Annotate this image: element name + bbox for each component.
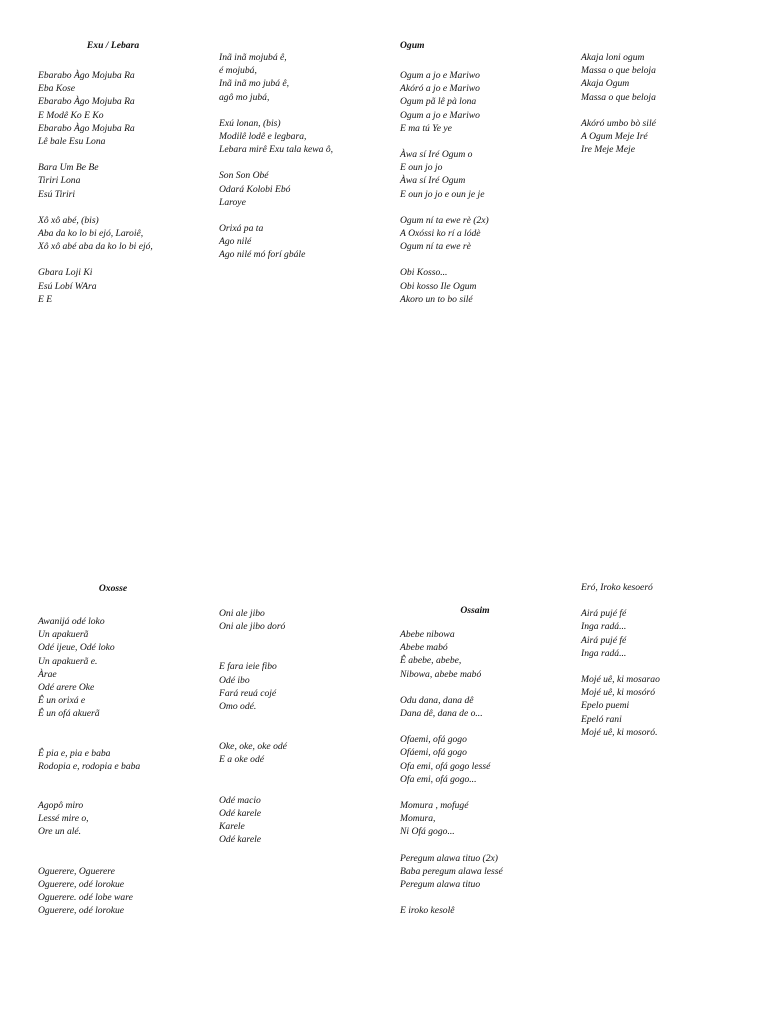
lyric-line: Peregum alawa tituo (2x) [400,852,498,864]
lyric-line: Akaja Ogum [581,78,630,90]
stanza [219,740,379,766]
lyric-line: Exú lonan, (bis) [219,117,281,129]
lyric-line: Ebarabo Àgo Mojuba Ra [38,96,135,108]
lyric-line: Oni ale jibo doró [219,621,286,633]
lyric-line: Omo odé. [219,701,257,713]
lyric-line: Lebara mirê Exu tala kewa ô, [219,144,334,156]
lyric-line: Odu dana, dana dê [400,694,474,706]
lyric-line: Baba peregum alawa lessé [400,865,503,877]
lyric-line: Ago nilé [219,236,252,248]
lyric-line: E iroko kesolê [400,905,455,917]
stanza [581,607,741,660]
lyric-line: Ebarabo Àgo Mojuba Ra [38,70,135,81]
stanza [219,222,379,262]
lyric-line: Ê abebe, abebe, [400,655,462,667]
lyric-line: Inga radá... [581,621,627,633]
song-oxosse-continued [219,607,379,846]
lyric-line: Orixá pa ta [219,223,264,235]
lyric-line: Karele [219,821,245,833]
stanza [38,747,188,773]
lyric-line: Ofaemi, ofá gogo [400,734,467,746]
lyric-line: Obi kosso Ile Ogum [400,280,477,292]
song-title: Ogum [400,40,425,51]
lyric-line: Odé karele [219,807,261,819]
lyric-line: Inã inã mo jubá ê, [219,78,290,90]
lyric-line: Inã inã mojubá ê, [219,52,287,63]
lyric-line: E oun jo jo [400,162,443,174]
lyric-line: Lê bale Esu Lona [38,136,106,148]
stanza [38,161,188,201]
lyric-line: Epelo puemi [581,700,630,712]
lyric-line: Abebe nibowa [400,629,455,640]
lyric-line: E oun jo jo e oun je je [400,188,485,200]
stanza [581,117,741,157]
song-ossaim [400,604,550,917]
lyric-line: Ogum a jo e Mariwo [400,70,480,81]
lyric-line: Ogum a jo e Mariwo [400,109,480,121]
lyric-line: Agopô miro [38,800,84,812]
stanza [581,51,741,104]
lyric-line: Oguerere. odé lobe ware [38,892,133,904]
stanza [38,799,188,839]
lyric-line: Son Son Obé [219,170,269,182]
lyric-line: Ogum ní ta ewe rè [400,241,471,253]
stanza [38,865,188,918]
lyric-line: Gbara Loji Ki [38,267,93,279]
lyric-line: Un apakuerã e. [38,655,98,667]
stanza [581,581,741,594]
lyric-line: Tiriri Lona [38,175,81,187]
stanza [219,117,379,157]
song-exu-continued [219,51,379,262]
lyric-line: Mojé uê, ki mosoró. [581,726,658,738]
stanza [38,214,188,254]
lyric-line: Abebe mabó [400,642,448,654]
lyric-line: é mojubá, [219,65,257,77]
lyric-line: Àwa sí Iré Ogum o [400,149,473,161]
lyric-line: Àrae [38,668,57,680]
song-ogum [400,39,550,306]
song-ogum-continued [581,51,741,156]
stanza [38,615,188,721]
lyric-line: Nibowa, abebe mabó [400,668,482,680]
lyric-line: Esú Tiriri [38,188,76,200]
lyric-line: Inga radá... [581,647,627,659]
lyric-line: Laroye [219,196,246,208]
lyric-line: Xô xô abé, (bis) [38,214,99,226]
song-oxosse [38,582,188,917]
lyric-line: Odará Kolobi Ebó [219,183,291,195]
lyric-line: Eró, Iroko kesoeró [581,582,653,593]
lyric-line: Odé ijeue, Odé loko [38,642,115,654]
lyric-line: Momura, [400,813,436,825]
lyric-line: Un apakuerã [38,629,89,641]
lyric-line: Lessé mire o, [38,813,89,825]
lyric-line: Mojé uê, ki mosóró [581,687,656,699]
stanza [400,852,550,892]
stanza [219,607,379,633]
lyric-line: Ebarabo Àgo Mojuba Ra [38,122,135,134]
lyric-line: Epeló rani [581,713,622,725]
lyric-line: Aba da ko lo bi ejó, Laroiê, [38,228,144,240]
song-title: Oxosse [98,583,128,594]
song-iroko [581,581,741,739]
stanza [581,673,741,739]
lyric-line: agô mo jubá, [219,91,270,103]
lyric-line: Akaja loni ogum [581,52,645,63]
lyric-line: Ofa emi, ofá gogo lessé [400,760,491,772]
lyric-line: Dana dê, dana de o... [400,708,483,720]
stanza [400,148,550,201]
stanza [219,169,379,209]
lyric-line: Odé macio [219,794,261,806]
song-exu-lebara [38,39,188,306]
lyric-line: Oguerere, odé lorokue [38,905,125,917]
lyric-line: Ago nilé mó forí gbále [219,249,306,261]
lyric-line: Massa o que beloja [581,65,656,77]
lyric-line: Ofa emi, ofá gogo... [400,773,477,785]
lyric-line: Oni ale jibo [219,608,265,619]
lyric-line: E E [38,293,53,305]
lyric-line: Akóró a jo e Mariwo [400,83,480,95]
lyric-line: E a oke odé [219,754,265,766]
lyric-line: Peregum alawa tituo [400,879,481,891]
lyric-line: Momura , mofugé [400,800,469,812]
song-title: Exu / Lebara [86,40,140,51]
song-title: Ossaim [460,605,490,616]
lyric-line: Obi Kosso... [400,267,448,279]
lyric-line: E Modê Ko E Ko [38,109,104,121]
lyric-line: Airá pujé fé [581,608,627,620]
lyric-line: Airá pujé fé [581,634,627,646]
lyric-line: Odé ibo [219,674,250,686]
lyric-line: Esú Lobí WAra [38,280,97,292]
lyric-line: Fará reuá cojé [219,687,277,699]
stanza [400,628,550,681]
lyric-line: Ire Meje Meje [581,144,635,156]
stanza [219,794,379,847]
lyric-line: Akóró umbo bò silé [581,117,656,129]
stanza [400,799,550,839]
stanza [38,266,188,306]
stanza [400,733,550,786]
lyric-line: Akoro un to bo silé [400,293,473,305]
lyric-line: Xô xô abé aba da ko lo bi ejó, [38,241,153,253]
lyric-line: Odé karele [219,834,261,846]
lyric-line: Ni Ofá gogo... [400,826,455,838]
lyric-line: Ê un orixá e [38,695,86,707]
lyric-line: E fara ieie fibo [219,661,277,673]
lyric-line: Mojé uê, ki mosarao [581,674,660,686]
lyric-line: Ê un ofá akuerã [38,708,100,720]
lyric-line: A Ogum Meje Iré [581,131,648,143]
lyric-line: Oke, oke, oke odé [219,741,287,753]
lyric-line: Oguerere, Oguerere [38,865,115,877]
stanza [219,51,379,104]
lyric-line: A Oxóssi ko rí a lódè [400,228,481,240]
stanza [400,694,550,720]
lyric-line: E ma tú Ye ye [400,122,452,134]
stanza [400,266,550,306]
lyric-line: Ogum ní ta ewe rè (2x) [400,214,489,226]
lyric-line: Oguerere, odé lorokue [38,878,125,890]
lyric-line: Àwa sí Iré Ogum [400,175,466,187]
lyric-line: Massa o que beloja [581,91,656,103]
lyric-line: Modilê lodê e legbara, [219,131,307,143]
lyric-line: Ofáemi, ofá gogo [400,747,467,759]
lyric-line: Awanijá odé loko [38,616,105,627]
lyric-line: Ogum pã lê pà lona [400,96,477,108]
stanza [400,214,550,254]
stanza [400,904,550,917]
lyric-line: Odé arere Oke [38,682,95,694]
lyric-line: Eba Kose [38,83,76,95]
stanza [38,69,188,148]
stanza [400,69,550,135]
lyric-line: Ore un alé. [38,826,82,838]
lyric-line: Ê pia e, pia e baba [38,747,111,759]
lyric-line: Rodopia e, rodopia e baba [38,760,141,772]
lyric-line: Bara Um Be Be [38,162,99,174]
stanza [219,660,379,713]
